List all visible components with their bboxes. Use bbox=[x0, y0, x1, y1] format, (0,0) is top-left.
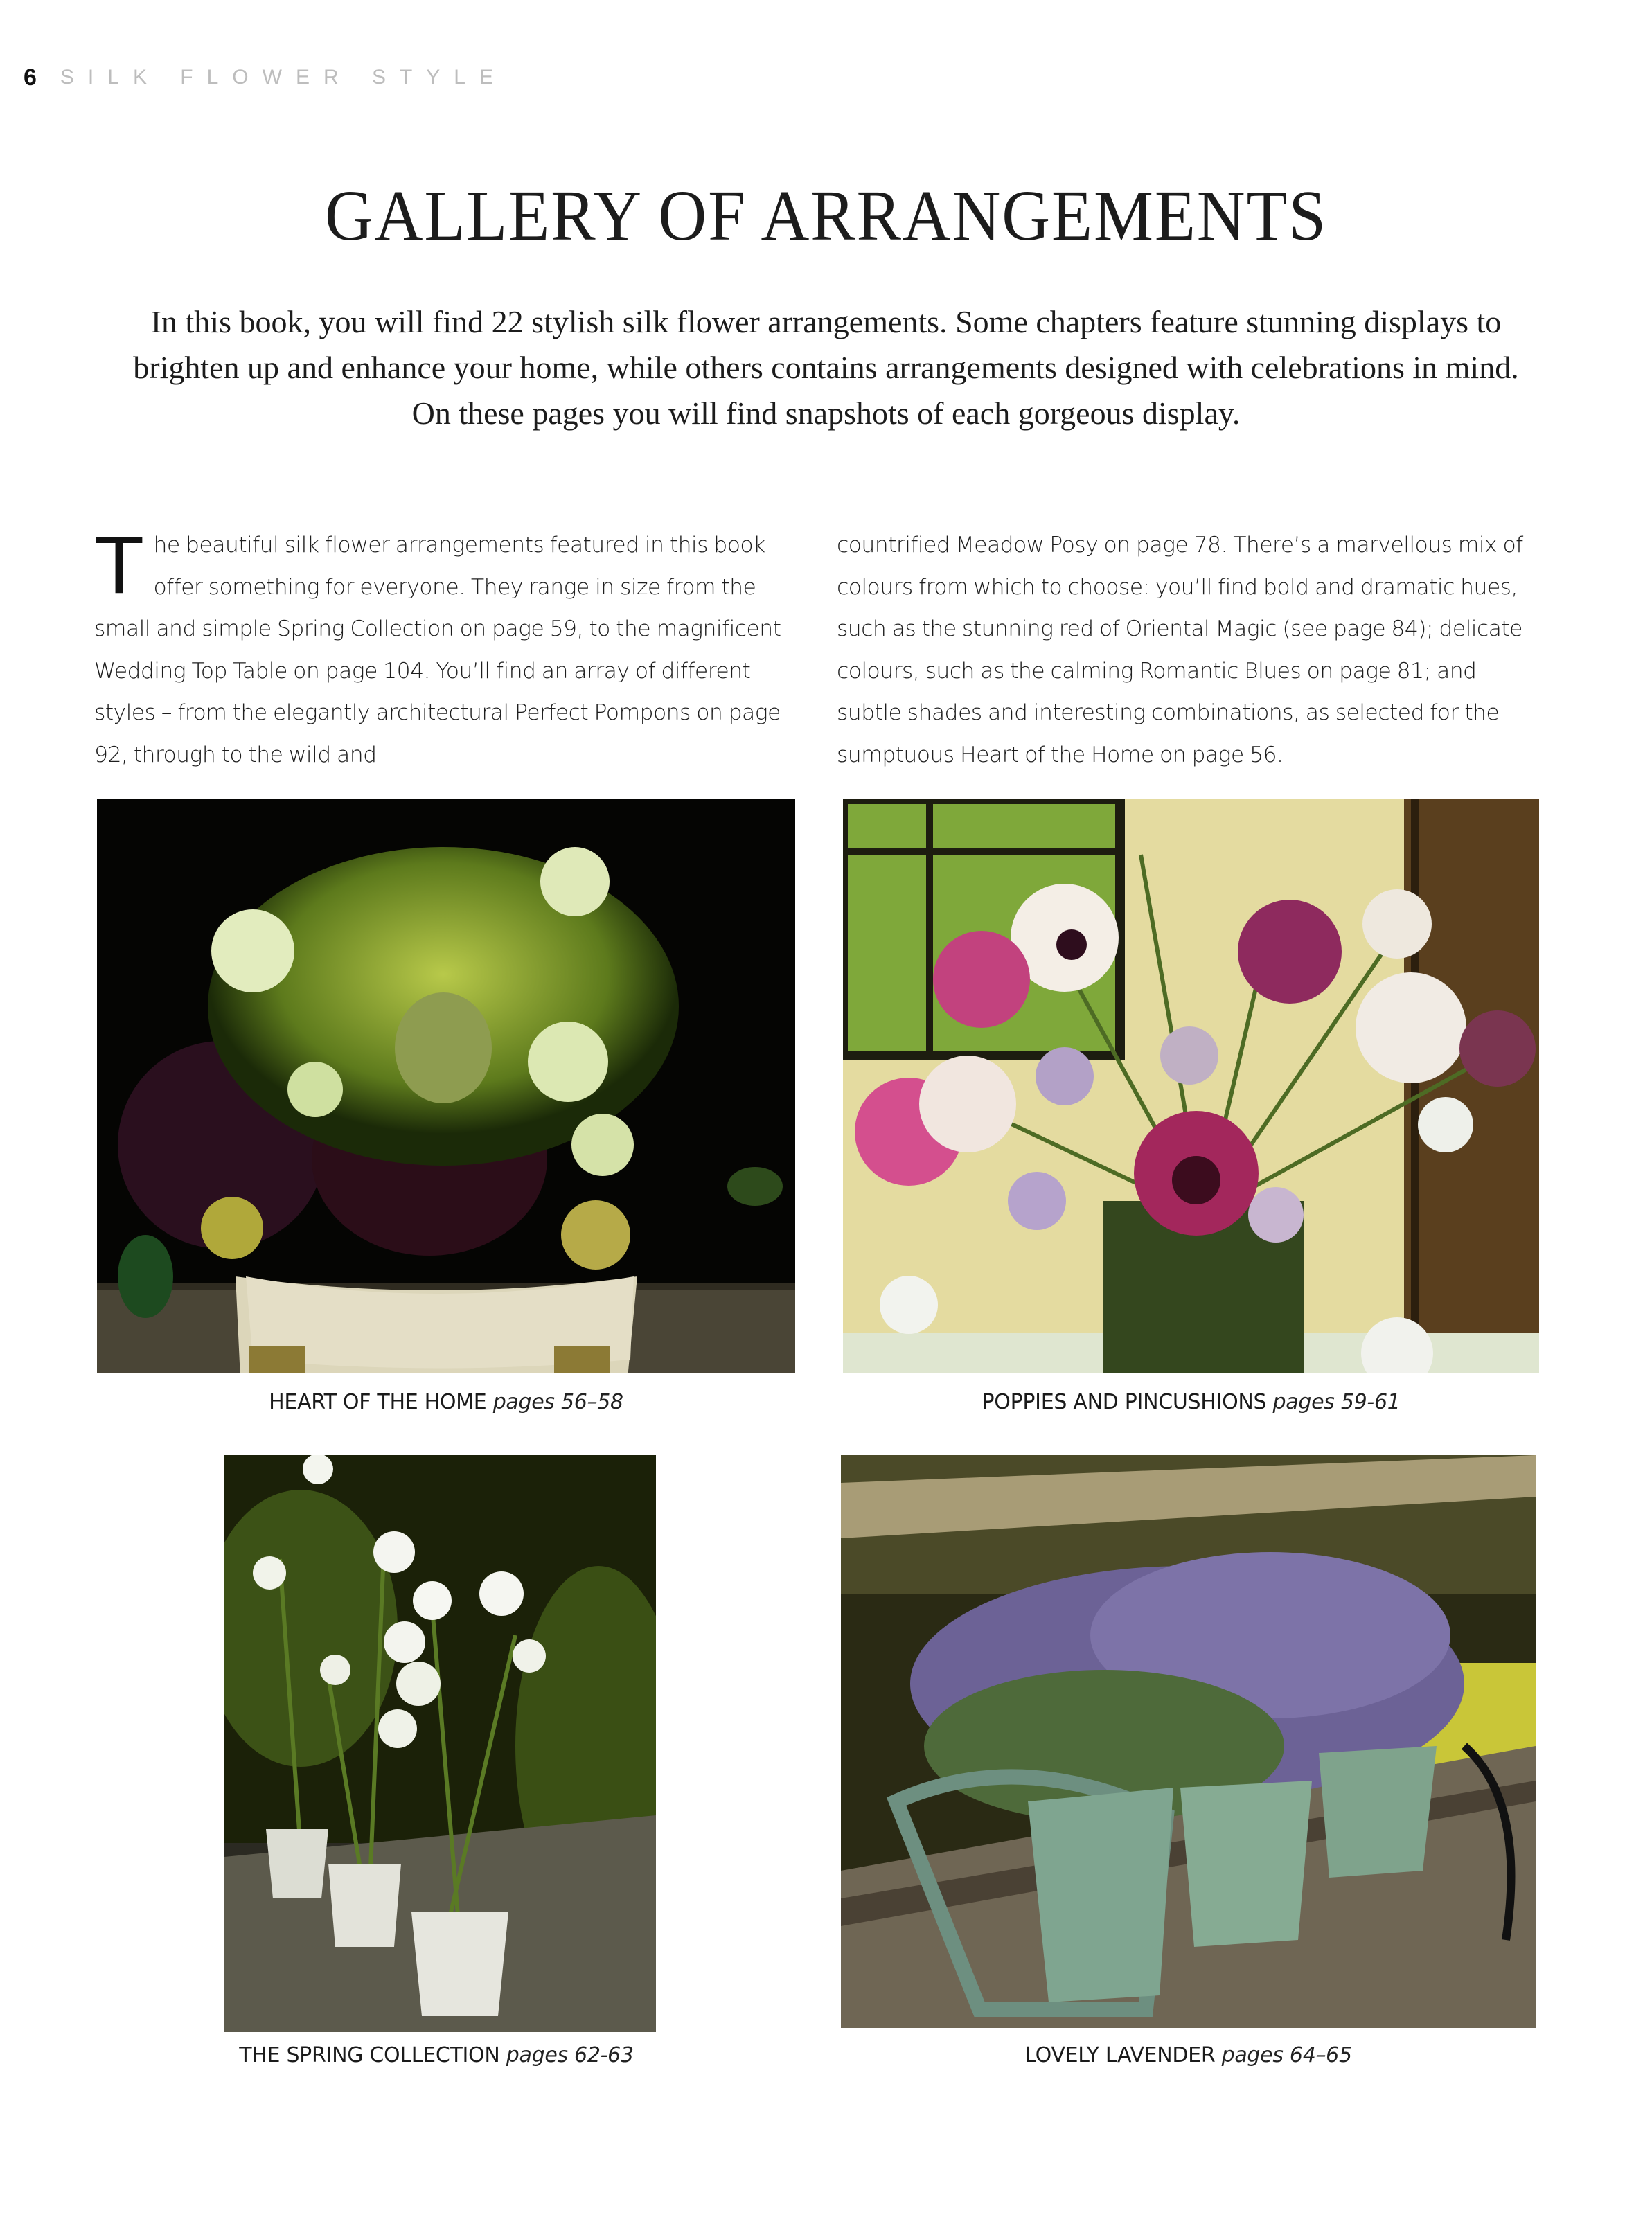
arrangement-illustration bbox=[97, 799, 795, 1373]
caption-title: LOVELY LAVENDER bbox=[1024, 2043, 1216, 2067]
running-head bbox=[24, 60, 507, 95]
caption-poppies-and-pincushions bbox=[843, 1390, 1539, 1414]
photo-lovely-lavender bbox=[841, 1455, 1536, 2028]
caption-the-spring-collection bbox=[194, 2043, 679, 2067]
body-column-left bbox=[94, 519, 794, 776]
drop-cap: T bbox=[94, 519, 144, 611]
page-number: 6 bbox=[24, 64, 37, 91]
caption-heart-of-the-home bbox=[97, 1390, 795, 1414]
photo-heart-of-the-home bbox=[97, 799, 795, 1373]
caption-pages: pages 62-63 bbox=[506, 2043, 634, 2067]
caption-pages: pages 56–58 bbox=[492, 1390, 623, 1414]
caption-title: POPPIES AND PINCUSHIONS bbox=[982, 1390, 1267, 1414]
intro-paragraph: In this book, you will find 22 stylish silk flower arrangements. Some chapters feature stunning displays to brighten up and enhance your home, while others contains arrangements designed with celebrations in mind. On these pages you will find snapshots of each gorgeous display. bbox=[133, 304, 1519, 431]
body-column-right: countrified Meadow Posy on page 78. There’s a marvellous mix of colours from which to choose: you’ll find bold and dramatic hues, such as the stunning red of Oriental Magic (see page 84); delicate colours, such as the calming Romantic Blues on page 81; and subtle shades and interesting combinations, as selected for the sumptuous Heart of the Home on page 56. bbox=[837, 533, 1523, 767]
arrangement-illustration bbox=[843, 799, 1539, 1373]
photo-poppies-and-pincushions bbox=[843, 799, 1539, 1373]
arrangement-illustration bbox=[224, 1455, 656, 2032]
book-title: SILK FLOWER STYLE bbox=[60, 66, 508, 89]
caption-pages: pages 59-61 bbox=[1272, 1390, 1401, 1414]
page-title: GALLERY OF ARRANGEMENTS bbox=[324, 176, 1328, 256]
arrangement-illustration bbox=[841, 1455, 1536, 2028]
body-text-left: he beautiful silk flower arrangements featured in this book offer something for everyone. They range in size from the small and simple Spring Collection on page 59, to the magnificent Wedding Top Table on page 104. You’ll find an array of different styles – from the elegantly architectural Perfect Pompons on page 92, through to the wild and bbox=[94, 533, 781, 767]
photo-the-spring-collection bbox=[224, 1455, 656, 2032]
caption-pages: pages 64–65 bbox=[1221, 2043, 1352, 2067]
caption-title: THE SPRING COLLECTION bbox=[239, 2043, 500, 2067]
caption-lovely-lavender bbox=[841, 2043, 1536, 2067]
caption-title: HEART OF THE HOME bbox=[269, 1390, 487, 1414]
